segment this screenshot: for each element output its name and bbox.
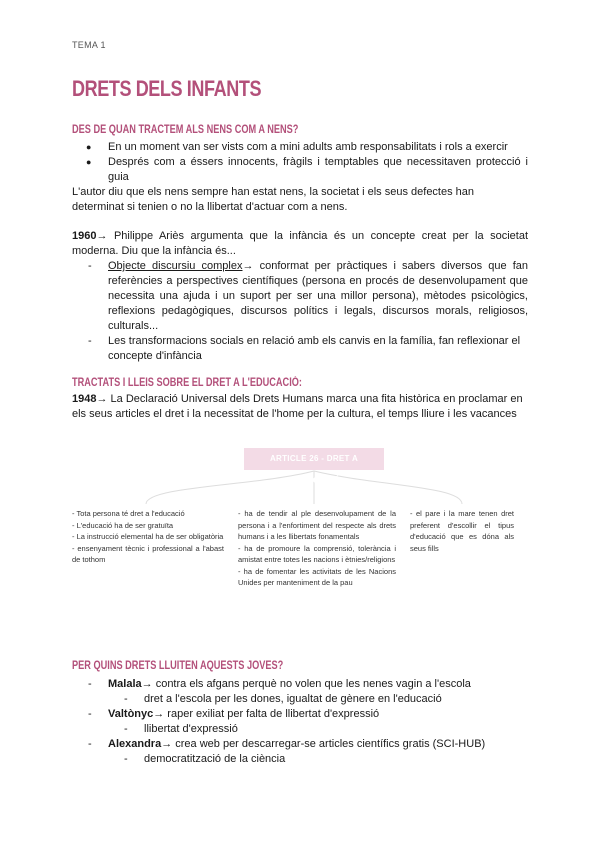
arrow-icon: → <box>153 708 165 720</box>
sub-list <box>108 752 528 767</box>
list-item: - dret a l'escola per les dones, igualtat de gènere en l'educació <box>144 692 528 707</box>
diagram-item: - ha de tendir al ple desenvolupament de la persona i a l'enfortiment del respecte als drets humans i a les llibertats fonamentals <box>238 509 396 541</box>
diagram-item: - ha de fomentar les activitats de les Nacions Unides per manteniment de la pau <box>238 566 396 587</box>
name-malala: Malala <box>108 678 142 690</box>
diagram-item: - ha de promoure la comprensió, tolerància i amistat entre totes les nacions i ètnies/religions <box>238 543 396 564</box>
diagram-item: - L'educació ha de ser gratuïta <box>72 520 174 530</box>
diagram-title-box: ARTICLE 26 - DRET A L'EDUCACIÓ <box>244 448 384 470</box>
aries-dash-list <box>72 259 528 364</box>
list-item <box>108 737 528 767</box>
arrow-icon: → <box>96 230 108 242</box>
declaration-paragraph <box>72 392 528 422</box>
sub-list <box>108 722 528 737</box>
sub-list <box>108 692 528 707</box>
page-title: DRETS DELS INFANTS <box>72 76 262 101</box>
aries-text: Philippe Ariès argumenta que la infància és un concepte creat per la societat moderna. Diu que la infància és... <box>72 230 528 257</box>
list-item: ● Després com a éssers innocents, fràgils i temptables que necessitaven protecció i guia <box>108 155 528 185</box>
objecte-discursiu-link: Objecte discursiu complex <box>108 260 243 272</box>
list-item: - llibertat d'expressió <box>144 722 528 737</box>
list-item <box>108 707 528 737</box>
diagram-item: - ensenyament tècnic i professional a l'abast de tothom <box>72 543 224 564</box>
list-item <box>108 259 528 334</box>
arrow-icon: → <box>96 393 108 405</box>
item-text: crea web per descarregar-se articles científics gratis (SCI-HUB) <box>172 738 486 750</box>
youth-list <box>72 677 528 767</box>
list-item: ● En un moment van ser vists com a mini adults amb responsabilitats i rols a exercir <box>108 140 528 155</box>
arrow-icon: → <box>141 678 153 690</box>
diagram-column-2 <box>238 508 396 589</box>
article-26-diagram <box>56 446 544 606</box>
list-item: - Les transformacions socials en relació amb els canvis en la família, fan reflexionar el concepte d'infància <box>108 334 528 364</box>
diagram-column-3 <box>410 508 514 554</box>
origins-bullet-list <box>72 140 528 185</box>
section-treaties-body <box>72 392 528 422</box>
diagram-item: - La instrucció elemental ha de ser obligatòria <box>72 532 224 541</box>
section-youth-body <box>72 677 528 767</box>
section-heading-origins: DES DE QUAN TRACTEM ALS NENS COM A NENS? <box>72 124 299 136</box>
arrow-icon: → <box>161 738 173 750</box>
item-text: raper exiliat per falta de llibertat d'expressió <box>164 708 380 720</box>
diagram-item: - el pare i la mare tenen dret preferent d'escollir el tipus d'educació que es dóna als seus fills <box>410 509 514 553</box>
list-item: - democratització de la ciència <box>144 752 528 767</box>
year-1960: 1960 <box>72 230 97 242</box>
declaration-text: La Declaració Universal dels Drets Humans marca una fita històrica en proclamar en els seus articles el dret i la necessitat de l'home per la cultura, el temps lliure i les vacances <box>72 393 523 420</box>
list-item <box>108 677 528 707</box>
running-header: TEMA 1 <box>72 40 106 50</box>
name-alexandra: Alexandra <box>108 738 162 750</box>
year-1948: 1948 <box>72 393 97 405</box>
name-valtonyc: Valtònyc <box>108 708 154 720</box>
section-heading-treaties: TRACTATS I LLEIS SOBRE EL DRET A L'EDUCACIÓ: <box>72 377 302 389</box>
origins-paragraph: L'autor diu que els nens sempre han estat nens, la societat i els seus defectes han determinat si tenien o no la llibertat d'actuar com a nens. <box>72 186 475 213</box>
arrow-icon: → <box>242 260 254 272</box>
dash1-text: conformat per pràctiques i sabers diversos que fan referències a perspectives científiques (persona en procés de desenvolupament que necessita una ajuda i un suport per ser una millor persona), mètodes psicològics, reflexions pedagògiques, discursos polítics i legals, discursos morals, religiosos, culturals... <box>108 260 528 332</box>
aries-paragraph <box>72 229 528 259</box>
diagram-column-1 <box>72 508 224 566</box>
section-origins-body <box>72 140 528 364</box>
section-heading-youth: PER QUINS DRETS LLUITEN AQUESTS JOVES? <box>72 660 284 672</box>
item-text: contra els afgans perquè no volen que les nenes vagin a l'escola <box>152 678 471 690</box>
diagram-item: - Tota persona té dret a l'educació <box>72 509 185 518</box>
